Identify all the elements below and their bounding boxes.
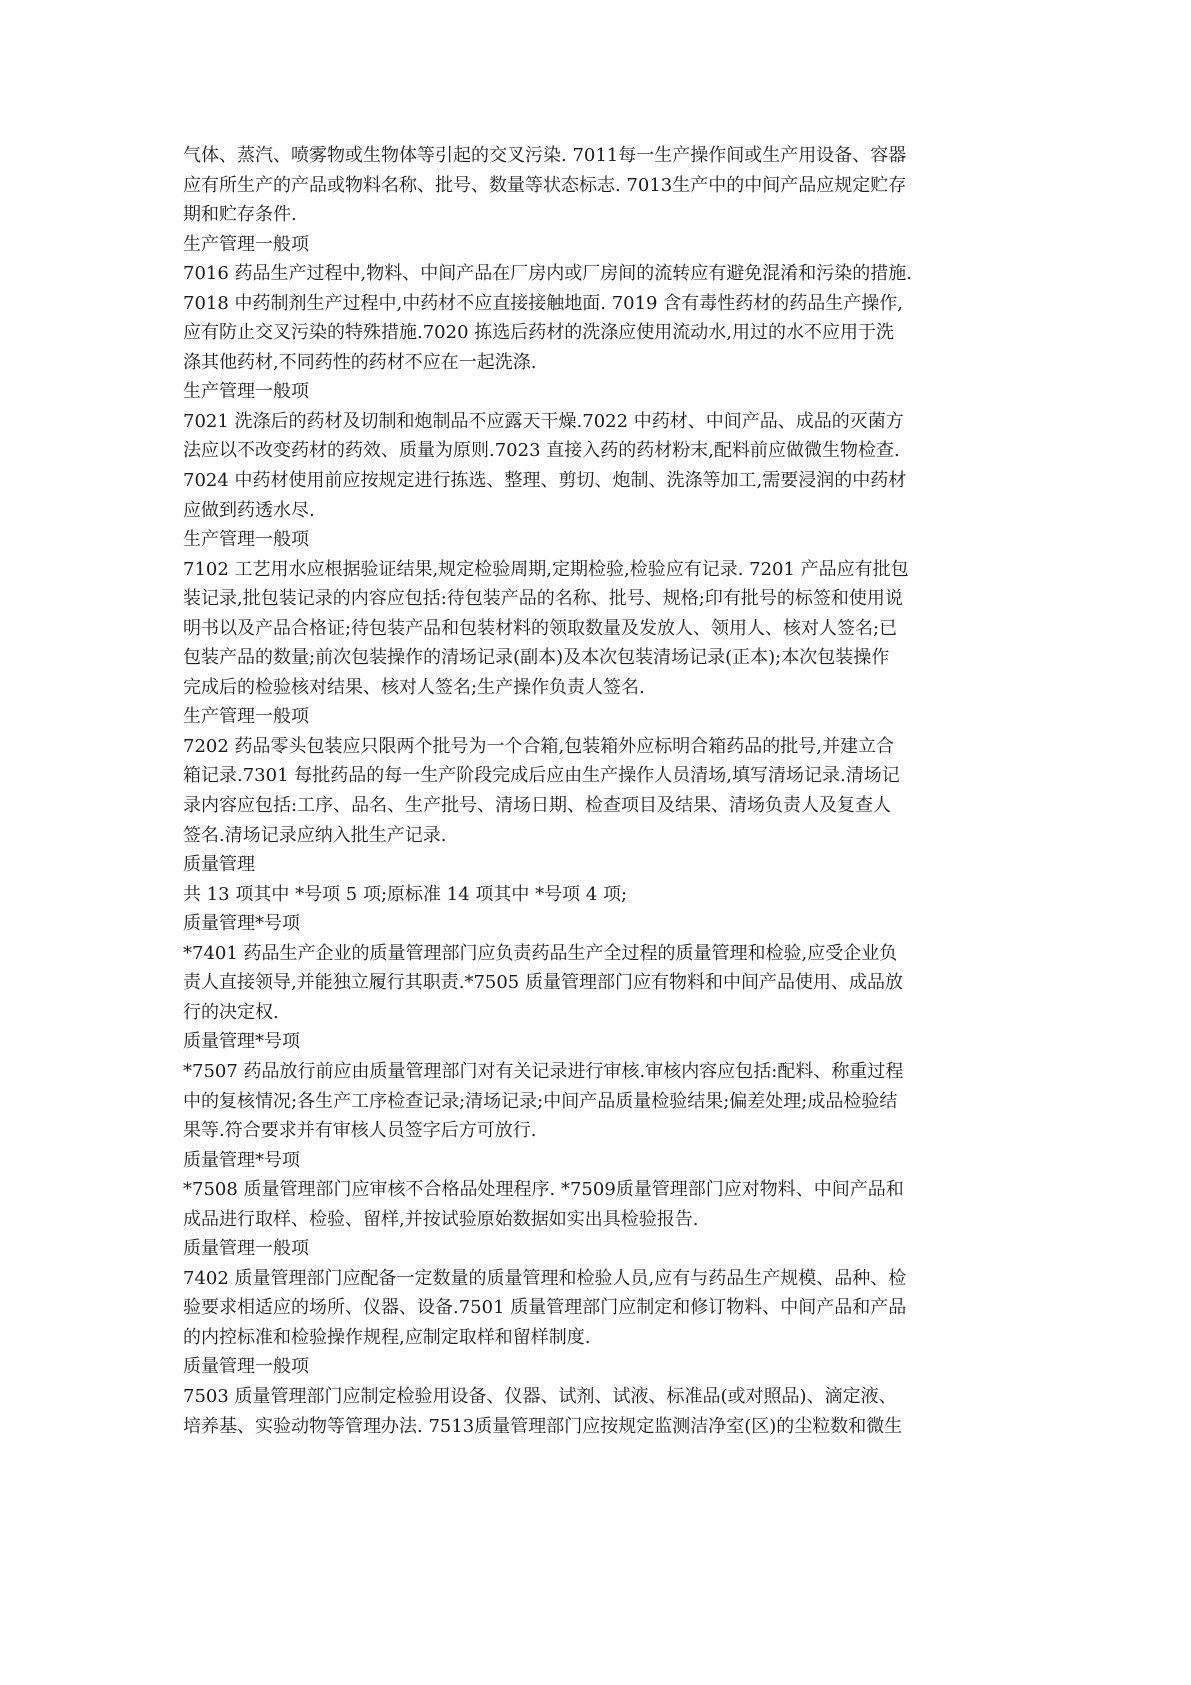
paragraph-line: 果等.符合要求并有审核人员签字后方可放行. [183, 1120, 537, 1142]
paragraph-line: 法应以不改变药材的药效、质量为原则.7023 直接入药的药材粉末,配料前应做微生物检查. [183, 440, 900, 462]
paragraph-line: 装记录,批包装记录的内容应包括:待包装产品的名称、批号、规格;印有批号的标签和使用说 [183, 588, 903, 610]
paragraph-line: 7016 药品生产过程中,物料、中间产品在厂房内或厂房间的流转应有避免混淆和污染的措施. [183, 263, 912, 285]
paragraph-line: 7402 质量管理部门应配备一定数量的质量管理和检验人员,应有与药品生产规模、品种、检 [183, 1267, 907, 1289]
paragraph-line: 应做到药透水尽. [183, 499, 315, 521]
section-heading: 质量管理*号项 [183, 913, 300, 935]
paragraph-line: 中的复核情况;各生产工序检查记录;清场记录;中间产品质量检验结果;偏差处理;成品检验结 [183, 1090, 898, 1112]
paragraph-line: *7507 药品放行前应由质量管理部门对有关记录进行审核.审核内容应包括:配料、称重过程 [183, 1060, 904, 1082]
paragraph-line: 应有防止交叉污染的特殊措施.7020 拣选后药材的洗涤应使用流动水,用过的水不应用于洗 [183, 322, 894, 344]
section-heading: 生产管理一般项 [183, 529, 309, 551]
paragraph-line: *7508 质量管理部门应审核不合格品处理程序. *7509质量管理部门应对物料、中间产品和 [183, 1179, 904, 1201]
section-heading: 生产管理一般项 [183, 706, 309, 728]
paragraph-line: 行的决定权. [183, 1001, 279, 1023]
section-heading: 生产管理一般项 [183, 381, 309, 403]
paragraph-line: 期和贮存条件. [183, 204, 297, 226]
paragraph-line: 包装产品的数量;前次包装操作的清场记录(副本)及本次包装清场记录(正本);本次包装操作 [183, 647, 890, 669]
paragraph-line: 明书以及产品合格证;待包装产品和包装材料的领取数量及发放人、领用人、核对人签名;已 [183, 617, 898, 639]
paragraph-line: 签名.清场记录应纳入批生产记录. [183, 824, 447, 846]
paragraph-line: *7401 药品生产企业的质量管理部门应负责药品生产全过程的质量管理和检验,应受企业负 [183, 942, 898, 964]
paragraph-line: 应有所生产的产品或物料名称、批号、数量等状态标志. 7013生产中的中间产品应规定贮存 [183, 174, 907, 196]
paragraph-line: 7102 工艺用水应根据验证结果,规定检验周期,定期检验,检验应有记录. 7201 产品应有批包 [183, 558, 909, 580]
paragraph-line: 培养基、实验动物等管理办法. 7513质量管理部门应按规定监测洁净室(区)的尘粒数和微生 [183, 1415, 903, 1437]
paragraph-line: 的内控标准和检验操作规程,应制定取样和留样制度. [183, 1326, 591, 1348]
paragraph-line: 成品进行取样、检验、留样,并按试验原始数据如实出具检验报告. [183, 1208, 699, 1230]
section-heading: 质量管理*号项 [183, 1149, 300, 1171]
document-body [183, 141, 1023, 1441]
paragraph-line: 7018 中药制剂生产过程中,中药材不应直接接触地面. 7019 含有毒性药材的药品生产操作, [183, 292, 903, 314]
section-heading: 生产管理一般项 [183, 233, 309, 255]
paragraph-line: 完成后的检验核对结果、核对人签名;生产操作负责人签名. [183, 676, 645, 698]
paragraph-line: 7202 药品零头包装应只限两个批号为一个合箱,包装箱外应标明合箱药品的批号,并建立合 [183, 735, 894, 757]
paragraph-line: 7024 中药材使用前应按规定进行拣选、整理、剪切、炮制、洗涤等加工,需要浸润的中药材 [183, 470, 907, 492]
paragraph-line: 7503 质量管理部门应制定检验用设备、仪器、试剂、试液、标准品(或对照品)、滴定液、 [183, 1385, 897, 1407]
paragraph-line: 验要求相适应的场所、仪器、设备.7501 质量管理部门应制定和修订物料、中间产品和产品 [183, 1297, 907, 1319]
paragraph-line: 7021 洗涤后的药材及切制和炮制品不应露天干燥.7022 中药材、中间产品、成品的灭菌方 [183, 410, 904, 432]
paragraph-line: 气体、蒸汽、喷雾物或生物体等引起的交叉污染. 7011每一生产操作间或生产用设备、容器 [183, 145, 907, 166]
paragraph-line: 共 13 项其中 *号项 5 项;原标准 14 项其中 *号项 4 项; [183, 883, 628, 905]
section-heading: 质量管理一般项 [183, 1356, 309, 1378]
paragraph-line: 录内容应包括:工序、品名、生产批号、清场日期、检查项目及结果、清场负责人及复查人 [183, 795, 892, 817]
paragraph-line: 责人直接领导,并能独立履行其职责.*7505 质量管理部门应有物料和中间产品使用、成品放 [183, 972, 903, 994]
paragraph-line: 涤其他药材,不同药性的药材不应在一起洗涤. [183, 351, 537, 373]
section-heading: 质量管理一般项 [183, 1238, 309, 1260]
paragraph-line: 箱记录.7301 每批药品的每一生产阶段完成后应由生产操作人员清场,填写清场记录.清场记 [183, 765, 900, 787]
section-heading: 质量管理 [183, 854, 255, 876]
section-heading: 质量管理*号项 [183, 1031, 300, 1053]
